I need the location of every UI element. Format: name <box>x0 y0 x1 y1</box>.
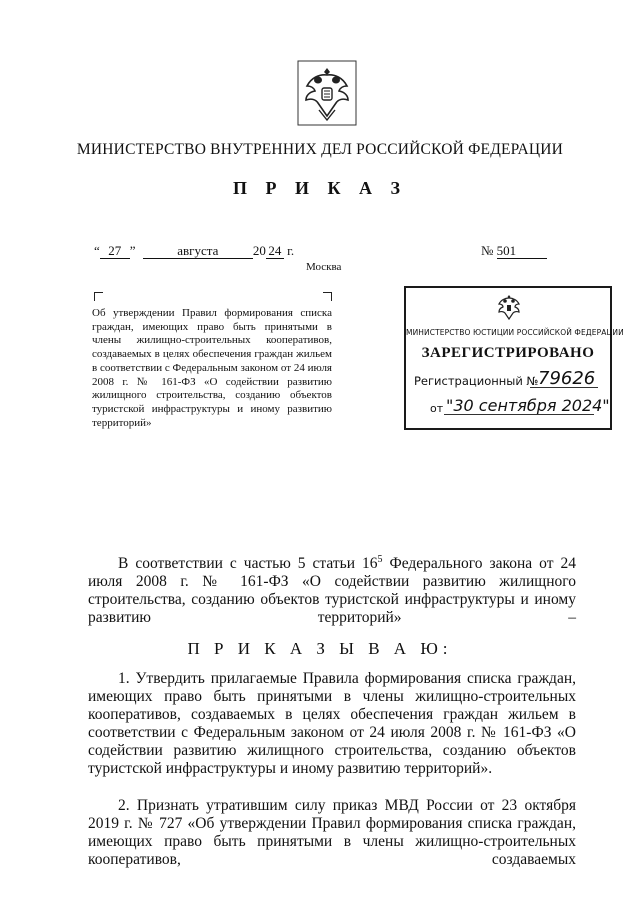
order-city: Москва <box>306 261 342 273</box>
preamble-paragraph <box>88 555 576 627</box>
order-number-value: 501 <box>497 244 547 259</box>
stamp-coat-of-arms-icon <box>496 294 522 322</box>
stamp-registered: ЗАРЕГИСТРИРОВАНО <box>421 345 595 361</box>
date-year-prefix: 20 <box>252 243 266 258</box>
subject-corner-left <box>94 292 103 301</box>
date-month: августа <box>143 244 253 259</box>
coat-of-arms-icon <box>297 60 357 126</box>
clause-2: 2. Признать утратившим силу приказ МВД России от 23 октября 2019 г. № 727 «Об утверждении Правил формирования списка граждан, имеющих право быть принятыми в члены жилищно-строительных кооперативов, создаваемых <box>88 797 576 868</box>
stamp-date-prefix: от <box>430 402 444 415</box>
article-superscript: 5 <box>377 553 383 565</box>
date-quote-open: “ <box>94 243 100 258</box>
stamp-ministry: МИНИСТЕРСТВО ЮСТИЦИИ РОССИЙСКОЙ ФЕДЕРАЦИИ <box>406 328 624 337</box>
order-heading: П Р И К А З Ы В А Ю: <box>187 639 453 658</box>
date-quote-close: ” <box>129 243 136 258</box>
document-type-title: П Р И К А З <box>232 178 408 198</box>
stamp-reg-number: 79626 <box>538 368 596 389</box>
subject-corner-right <box>323 292 332 301</box>
date-day: 27 <box>100 244 130 259</box>
order-number <box>481 243 547 259</box>
preamble-text-start: В соответствии с частью 5 статьи 16 <box>118 555 378 572</box>
clause-1: 1. Утвердить прилагаемые Правила формирования списка граждан, имеющих право быть принятыми в члены жилищно-строительных кооперативов, создаваемых в целях обеспечения граждан жильем в соответствии с Федеральным законом от 24 июля 2008 г. № 161-ФЗ «О содействии развитию жилищного строительства, созданию объектов туристской инфраструктуры и иному развитию территорий». <box>88 670 576 777</box>
ministry-heading: МИНИСТЕРСТВО ВНУТРЕННИХ ДЕЛ РОССИЙСКОЙ ФЕДЕРАЦИИ <box>76 141 564 158</box>
order-number-label: № <box>481 243 494 258</box>
stamp-reg-underline <box>530 387 598 388</box>
order-subject: Об утверждении Правил формирования списка граждан, имеющих право быть принятыми в члены жилищно-строительных кооперативов, создаваемых в целях обеспечения граждан жильем в соответствии с Федеральным законом от 24 июля 2008 г. № 161-ФЗ «О содействии развитию жилищного строительства, созданию объектов туристской инфраструктуры и иному развитию территорий» <box>92 307 332 429</box>
stamp-date: "30 сентября 2024" <box>446 396 610 415</box>
order-date <box>94 243 294 259</box>
date-year-suffix: 24 <box>266 244 284 259</box>
registration-stamp <box>404 286 624 430</box>
preamble-text-end: Федерального закона от 24 июля 2008 г. № 161-ФЗ «О содействии развитию жилищного строительства, созданию объектов туристской инфраструктуры и иному развитию территорий» – <box>88 555 576 626</box>
date-year-abbr: г. <box>287 243 295 258</box>
stamp-date-underline <box>444 414 594 415</box>
stamp-reg-label: Регистрационный № <box>414 374 539 388</box>
